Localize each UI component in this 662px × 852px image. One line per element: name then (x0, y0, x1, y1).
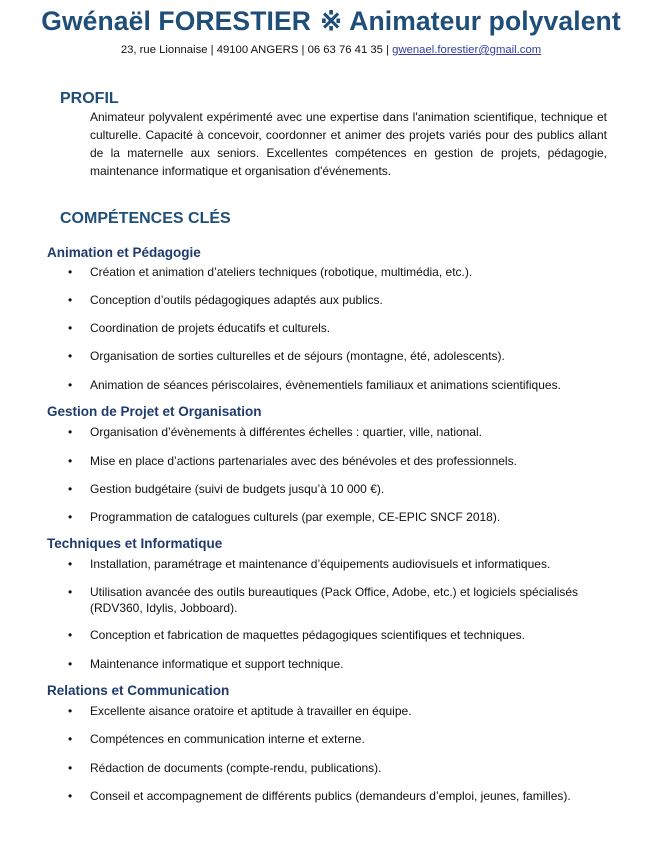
page-title (0, 6, 662, 37)
bullet-icon: • (68, 293, 73, 307)
bullet-icon: • (68, 425, 73, 439)
list-item: • Utilisation avancée des outils bureautiques (Pack Office, Adobe, etc.) et logiciels spécialisés (RDV360, Idylis, Jobboard). (68, 585, 579, 615)
list-item: • Conception et fabrication de maquettes pédagogiques scientifiques et techniques. (68, 628, 525, 642)
bullet-icon: • (68, 482, 73, 496)
skill-group-title: Gestion de Projet et Organisation (47, 404, 262, 419)
contact-line (0, 44, 662, 56)
reference-mark-icon: ※ (319, 6, 343, 36)
bullet-icon: • (68, 557, 73, 571)
profile-heading: PROFIL (60, 90, 119, 107)
bullet-icon: • (68, 657, 73, 671)
skills-heading: COMPÉTENCES CLÉS (60, 210, 231, 227)
list-item: • Excellente aisance oratoire et aptitude à travailler en équipe. (68, 704, 412, 718)
bullet-icon: • (68, 585, 73, 599)
list-item: • Organisation d’évènements à différentes échelles : quartier, ville, national. (68, 425, 483, 439)
list-item: • Rédaction de documents (compte-rendu, publications). (68, 761, 382, 775)
list-item: • Installation, paramétrage et maintenance d’équipements audiovisuels et informatiques. (68, 557, 551, 571)
bullet-icon: • (68, 510, 73, 524)
bullet-icon: • (68, 704, 73, 718)
list-item: • Animation de séances périscolaires, évènementiels familiaux et animations scientifiques. (68, 378, 561, 392)
skill-group-title: Animation et Pédagogie (47, 245, 201, 260)
bullet-icon: • (68, 732, 73, 746)
list-item: • Conception d’outils pédagogiques adaptés aux publics. (68, 293, 383, 307)
candidate-name: Gwénaël FORESTIER (41, 6, 311, 36)
skill-group-title: Techniques et Informatique (47, 536, 223, 551)
bullet-icon: • (68, 378, 73, 392)
address-phone: 23, rue Lionnaise | 49100 ANGERS | 06 63 76 41 35 | (120, 44, 393, 56)
bullet-icon: • (68, 628, 73, 642)
bullet-icon: • (68, 321, 73, 335)
bullet-icon: • (68, 349, 73, 363)
list-item: • Organisation de sorties culturelles et de séjours (montagne, été, adolescents). (68, 349, 505, 363)
bullet-icon: • (68, 789, 73, 803)
list-item: • Maintenance informatique et support technique. (68, 657, 344, 671)
list-item: • Création et animation d’ateliers techniques (robotique, multimédia, etc.). (68, 265, 473, 279)
bullet-icon: • (68, 265, 73, 279)
list-item: • Programmation de catalogues culturels (par exemple, CE-EPIC SNCF 2018). (68, 510, 501, 524)
profile-text: Animateur polyvalent expérimenté avec une expertise dans l'animation scientifique, technique et culturelle. Capacité à concevoir, coordonner et animer des projets variés pour des publics allant de la maternelle aux seniors. Excellentes compétences en gestion de projets, pédagogie, maintenance informatique et organisation d'événements. (90, 110, 607, 178)
job-title: Animateur polyvalent (349, 6, 621, 36)
list-item: • Conseil et accompagnement de différents publics (demandeurs d’emploi, jeunes, familles). (68, 789, 571, 803)
list-item: • Coordination de projets éducatifs et culturels. (68, 321, 331, 335)
bullet-icon: • (68, 454, 73, 468)
email-link[interactable]: gwenael.forestier@gmail.com (392, 44, 542, 56)
bullet-icon: • (68, 761, 73, 775)
list-item: • Mise en place d’actions partenariales avec des bénévoles et des professionnels. (68, 454, 517, 468)
skill-group-title: Relations et Communication (47, 683, 230, 698)
list-item: • Compétences en communication interne et externe. (68, 732, 365, 746)
list-item: • Gestion budgétaire (suivi de budgets jusqu’à 10 000 €). (68, 482, 385, 496)
